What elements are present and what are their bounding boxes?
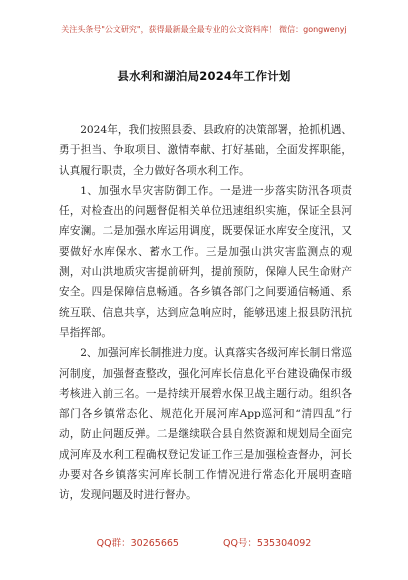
paragraph-flood-defense: 1、加强水旱灾害防御工作。一是进一步落实防汛各项责任，对检查出的问题督促相关单位迅速组织实施，保证全县河库安澜。二是加强水库运用调度，既要保证水库安全度汛，又要做好水库保水、蓄水工作。三是加强山洪灾害监测点的观测，对山洪地质灾害提前研判，提前预防，保障人民生命财产安全。四是保障信息畅通。各乡镇各部门之间要通信畅通、系统互联、信息共享，达到应急响应时，能够迅速上报县防汛抗旱指挥部。	[59, 184, 352, 339]
paragraph-intro: 2024年，我们按照县委、县政府的决策部署，抢抓机遇、勇于担当、争取项目、激情奉献、打好基础，全面发挥职能，认真履行职责，全力做好各项水利工作。	[59, 124, 352, 177]
promo-banner: 关注头条号"公文研究"，获得最新最全最专业的公文资料库！ 微信：gongwenyj	[61, 25, 347, 34]
document-body	[59, 120, 352, 506]
document-title: 县水利和湖泊局2024年工作计划	[117, 69, 291, 83]
qq-number: QQ号：535304092	[222, 538, 312, 549]
qq-group: QQ群：30265665	[96, 538, 179, 549]
footer-contacts	[0, 535, 408, 549]
paragraph-river-chief-system: 2、加强河库长制推进力度。认真落实各级河库长制日常巡河制度，加强督查整改，强化河库长信息化平台建设确保市级考核进入前三名。一是持续开展碧水保卫战主题行动。组织各部门各乡镇常态化、规范化开展河库App巡河和“清四乱”行动，防止问题反弹。二是继续联合县自然资源和规划局全面完成河库及水利工程确权登记发证工作三是加强检查督办，河长办要对各乡镇落实河库长制工作情况进行常态化开展明查暗访，发现问题及时进行督办。	[59, 347, 352, 502]
